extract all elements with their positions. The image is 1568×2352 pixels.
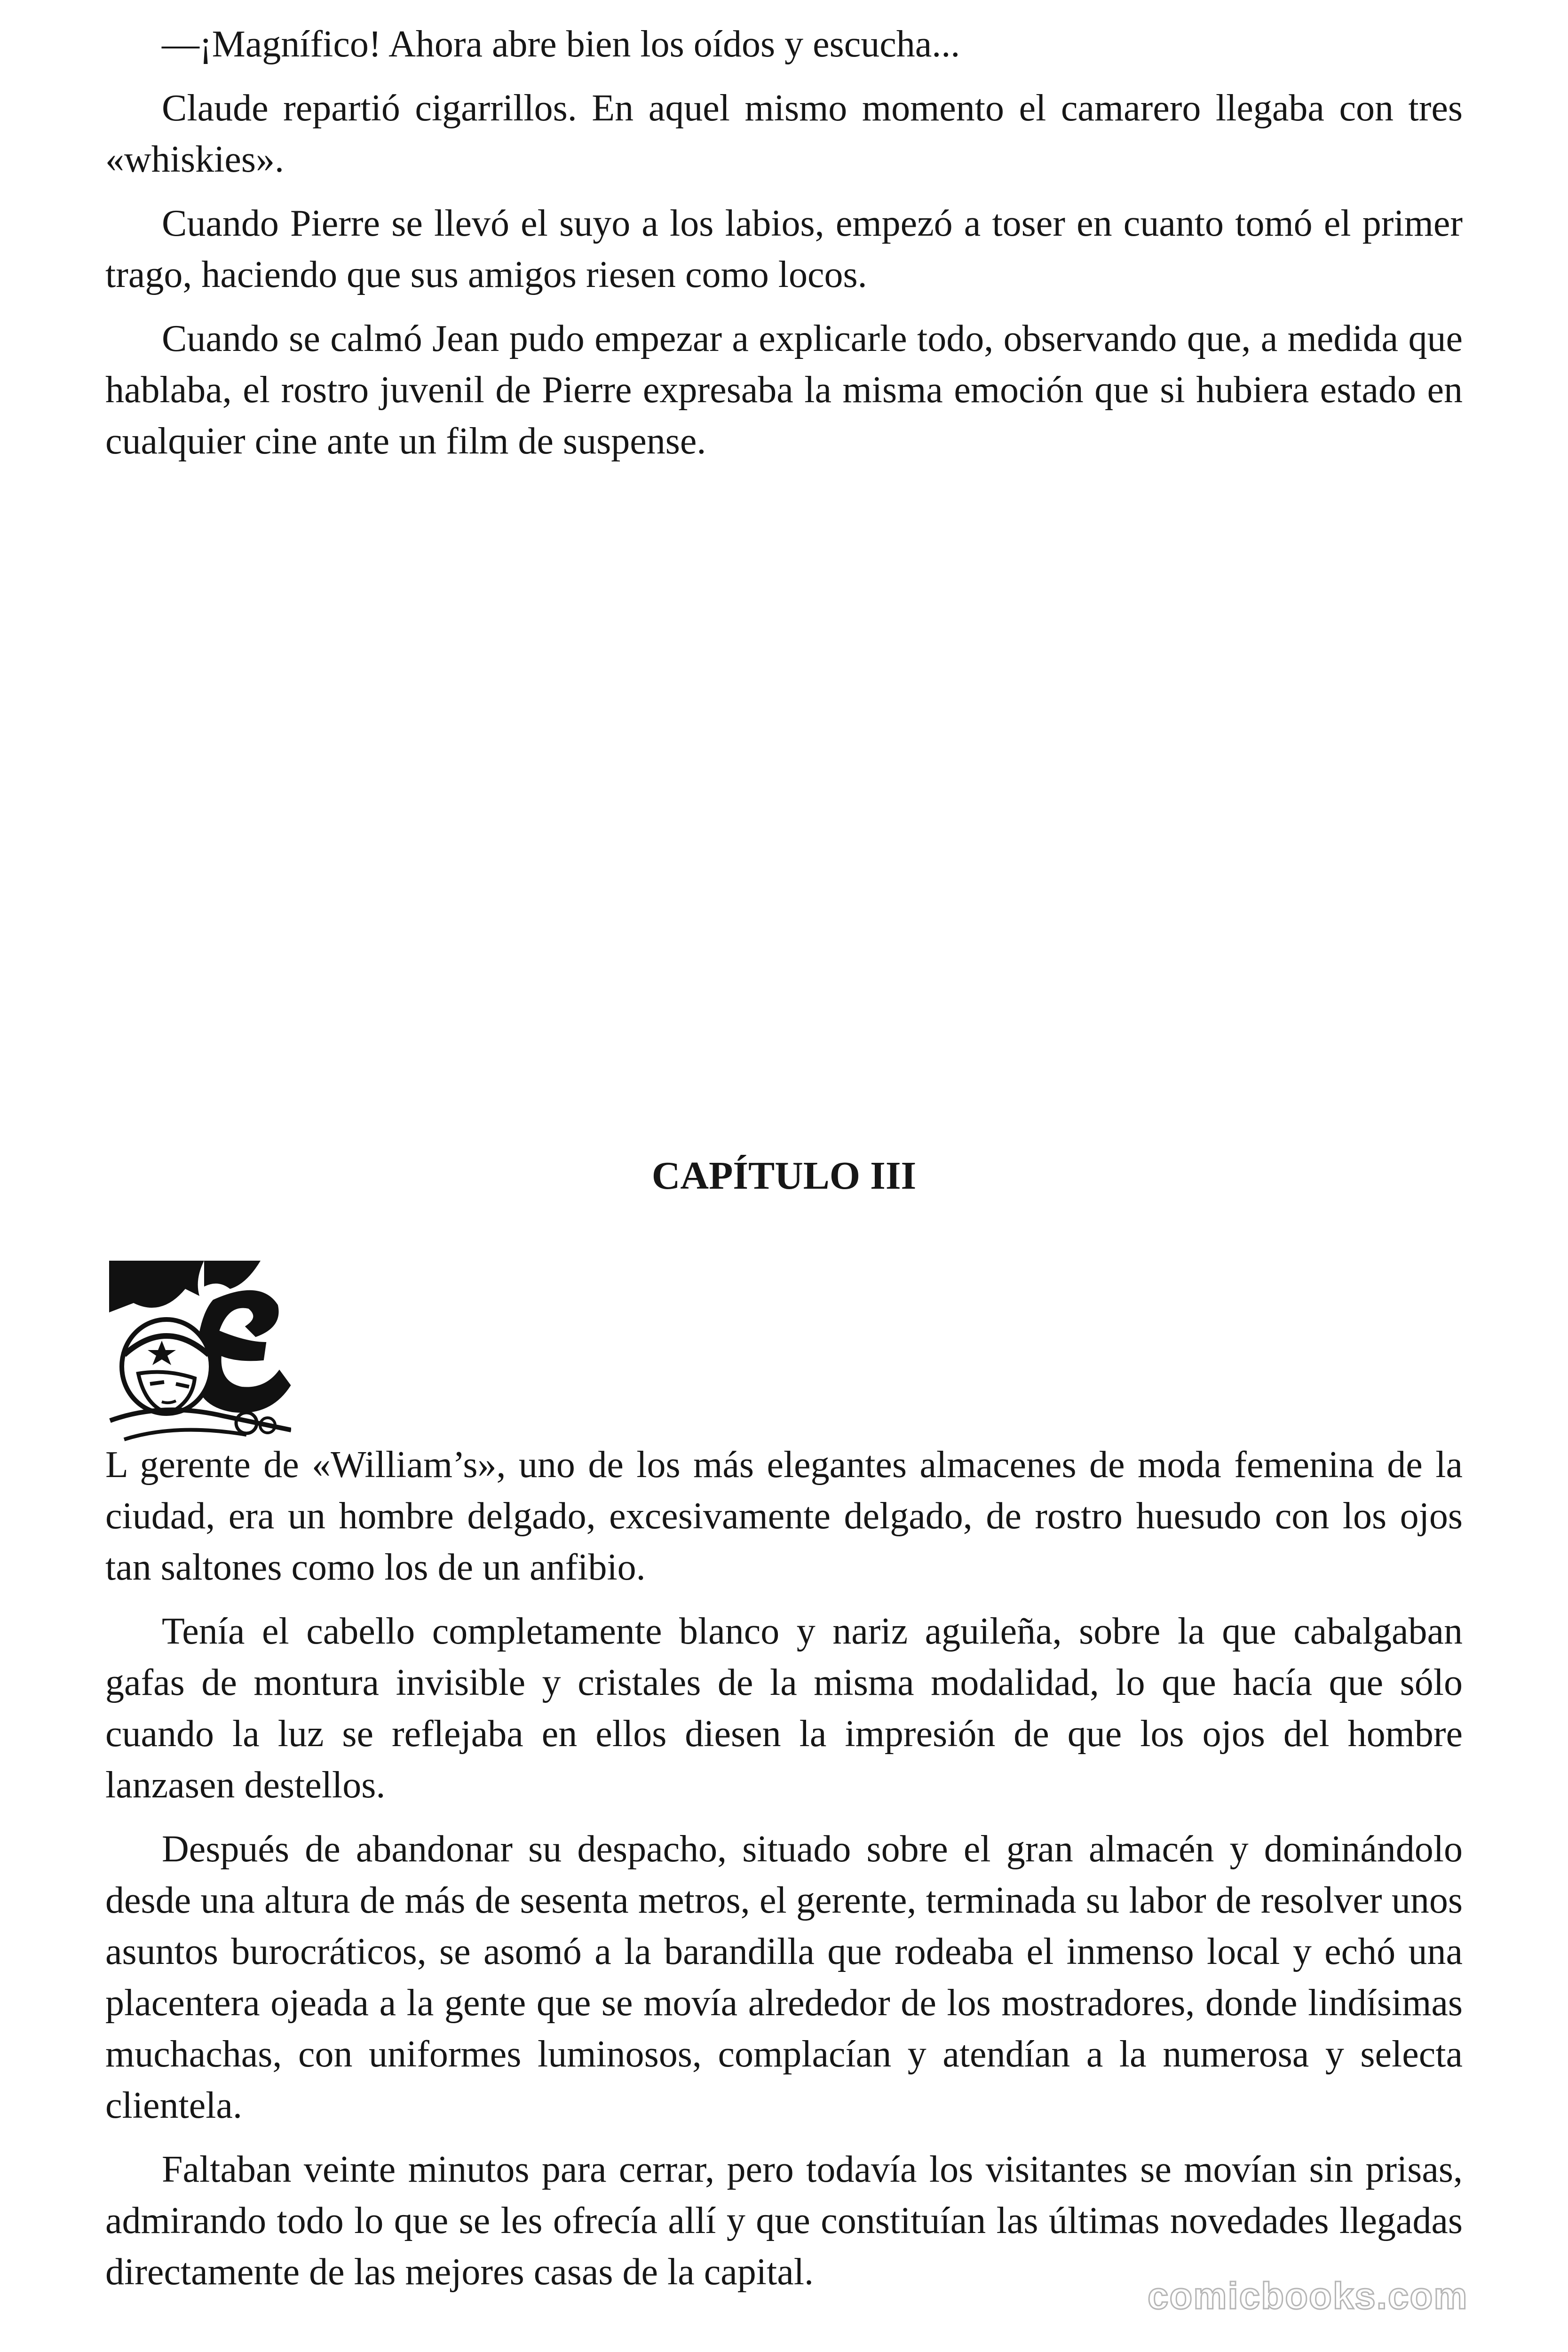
page-text-top <box>105 19 1463 480</box>
paragraph: Después de abandonar su despacho, situado sobre el gran almacén y dominándolo desde una altura de más de sesenta metros, el gerente, terminada su labor de resolver unos asuntos burocráticos, se asomó a la barandilla que rodeaba el inmenso local y echó una placentera ojeada a la gente que se movía alrededor de los mostradores, donde lindísimas muchachas, con uniformes luminosos, complacían y atendían a la numerosa y selecta clientela. <box>105 1828 1463 2126</box>
paragraph: Cuando se calmó Jean pudo empezar a explicarle todo, observando que, a medida que hablaba, el rostro juvenil de Pierre expresaba la misma emoción que si hubiera estado en cualquier cine ante un film de suspense. <box>105 318 1463 462</box>
watermark-text: comicbooks.com <box>1148 2275 1468 2317</box>
paragraph: Tenía el cabello completamente blanco y nariz aguileña, sobre la que cabalgaban gafas de montura invisible y cristales de la misma modalidad, lo que hacía que sólo cuando la luz se reflejaba en ellos diesen la impresión de que los ojos del hombre lanzasen destellos. <box>105 1611 1463 1806</box>
illustrated-initial-E-pilot-icon <box>105 1261 291 1444</box>
chapter-heading: CAPÍTULO III <box>651 1154 917 1198</box>
paragraph: Faltaban veinte minutos para cerrar, pero todavía los visitantes se movían sin prisas, admirando todo lo que se les ofrecía allí y que constituían las últimas novedades llegadas directamente de las mejores casas de la capital. <box>105 2149 1463 2293</box>
paragraph: —¡Magnífico! Ahora abre bien los oídos y escucha... <box>162 24 960 65</box>
paragraph: Cuando Pierre se llevó el suyo a los labios, empezó a toser en cuanto tomó el primer trago, haciendo que sus amigos riesen como locos. <box>105 203 1463 295</box>
chapter-body <box>105 1439 1463 2311</box>
paragraph: Claude repartió cigarrillos. En aquel mismo momento el camarero llegaba con tres «whiskies». <box>105 87 1463 180</box>
paragraph: L gerente de «William’s», uno de los más elegantes almacenes de moda femenina de la ciudad, era un hombre delgado, excesivamente delgado, de rostro huesudo con los ojos tan saltones como los de un anfibio. <box>105 1444 1463 1588</box>
